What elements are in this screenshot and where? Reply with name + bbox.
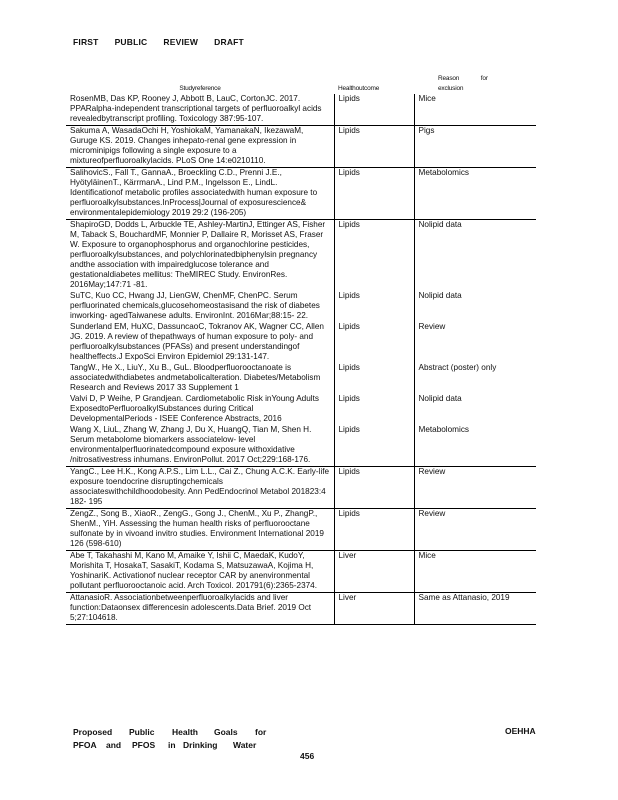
cell-outcome: Lipids	[334, 509, 414, 551]
cell-reference: Abe T, Takahashi M, Kano M, Amaike Y, Ishii C, MaedaK, KudoY, Morishita T, HosakaT, SasakiT, Kodama S, MatsuzawaA, Kojima H, YoshinariK. Activationof nuclear receptor CAR by anenvironmental pollutant perfluorooctanoic acid. Arch Toxicol. 201791(6):2365-2374.	[66, 551, 334, 593]
footer-word: Health	[172, 727, 198, 737]
header-word: REVIEW	[163, 37, 199, 47]
cell-reference: ZengZ., Song B., XiaoR., ZengG., Gong J., ChenM., Xu P., ZhangP., ShenM., YiH. Assessing the human health risks of perfluorooctane sulfonate by in vivoand invitro studies. Environment International 2019 126 (598-610)	[66, 509, 334, 551]
cell-reference: AttanasioR. Associationbetweenperfluoroalkylacids and liver function:Dataonsex differencesin adolescents.Data Brief. 2019 Oct 5;27:104618.	[66, 593, 334, 625]
footer-word: Water	[233, 740, 257, 750]
table-row	[66, 168, 536, 220]
cell-reason: Review	[414, 509, 536, 551]
cell-reason: Nolipid data	[418, 220, 462, 229]
footer-word: for	[255, 727, 267, 737]
cell-reference: YangC., Lee H.K., Kong A.P.S., Lim L.L., Cai Z., Chung A.C.K. Early-life exposure toendocrine disruptingchemicals associateswithchildhoodobesity. Ann PedEndocrinol Metabol 201823:4 182- 195	[66, 467, 334, 509]
footer-word: Goals	[214, 727, 238, 737]
footer-word: Proposed	[73, 727, 113, 737]
cell-reason: Abstract (poster) only	[418, 363, 497, 372]
footer-title	[73, 726, 266, 752]
cell-outcome: Lipids	[334, 425, 414, 467]
cell-reason: Mice	[414, 551, 536, 593]
table-row	[66, 394, 536, 425]
cell-reason: Metabolomics	[414, 425, 536, 467]
footer-word: in	[168, 740, 176, 750]
draft-header	[73, 37, 244, 47]
cell-reason: Mice	[414, 94, 536, 126]
cell-outcome: Lipids	[334, 363, 414, 394]
cell-reason: Metabolomics	[414, 168, 536, 220]
cell-outcome: Lipids	[334, 126, 414, 168]
table-row	[66, 425, 536, 467]
table-row	[66, 220, 536, 292]
table-row	[66, 322, 536, 363]
cell-reference: RosenMB, Das KP, Rooney J, Abbott B, LauC, CortonJC. 2017. PPARalpha-independent transcriptional targets of perfluoroalkyl acids revealedbytranscript profiling. Toxicology 387:95-107.	[66, 94, 334, 126]
cell-outcome: Lipids	[334, 467, 414, 509]
cell-reference: Valvi D, P Weihe, P Grandjean. Cardiometabolic Risk inYoung Adults ExposedtoPerfluoroalkylSubstances during Critical DevelopmentalPeriods - ISEE Conference Abstracts, 2016	[66, 394, 334, 425]
page-number: 456	[300, 751, 315, 761]
table-row	[66, 126, 536, 168]
table-row	[66, 291, 536, 322]
cell-reference: SuTC, Kuo CC, Hwang JJ, LienGW, ChenMF, ChenPC. Serum perfluorinated chemicals,glucosehomeostasisand the risk of diabetes inworking- agedTaiwanese adults. EnvironInt. 2016Mar;88:15- 22.	[66, 291, 334, 322]
cell-outcome: Lipids	[334, 168, 414, 220]
table-row	[66, 551, 536, 593]
table-row	[66, 593, 536, 625]
col-header-reference: Studyreference	[179, 85, 221, 92]
table-header-row	[66, 74, 536, 94]
cell-outcome: Lipids	[334, 322, 414, 363]
cell-reference: SalihovicS., Fall T., GannaA., Broeckling C.D., Prenni J.E., HyötyläinenT., KärrmanA., Lind P.M., Ingelsson E., LindL. Identificationof metabolic profiles associatedwith human exposure to perfluoroalkylsubstances.InProcess|Journal of exposurescience& environmentalepidemiology 2019 29:2 (196-205)	[66, 168, 334, 220]
footer-word: and	[106, 740, 122, 750]
cell-outcome: Lipids	[334, 94, 414, 126]
cell-outcome: Lipids	[334, 291, 414, 322]
col-header-outcome: Healthoutcome	[338, 85, 380, 92]
footer-word: Drinking	[183, 740, 218, 750]
cell-reference: Sunderland EM, HuXC, DassuncaoC, Tokranov AK, Wagner CC, Allen JG. 2019. A review of thepathways of human exposure to poly- and perfluoroalkylsubstances (PFASs) and present understandingof healtheffects.J ExpoSci Environ Epidemiol 29:131-147.	[66, 322, 334, 363]
header-word: DRAFT	[214, 37, 244, 47]
cell-reference: Sakuma A, WasadaOchi H, YoshiokaM, YamanakaN, IkezawaM, Guruge KS. 2019. Changes inhepato-renal gene expression in microminipigs following a single exposure to a mixtureofperfluoroalkylacids. PLoS One 14:e0210110.	[66, 126, 334, 168]
cell-outcome: Lipids	[334, 220, 414, 292]
table-row	[66, 363, 536, 394]
header-word: FIRST	[73, 37, 99, 47]
table-row	[66, 467, 536, 509]
footer-word: Public	[129, 727, 155, 737]
cell-reference: TangW., He X., LiuY., Xu B., GuL. Bloodperfluorooctanoate is associatedwithdiabetes andmetabolicalteration. Diabetes/Metabolism Research and Reviews 2017 33 Supplement 1	[66, 363, 334, 394]
table-row	[66, 509, 536, 551]
exclusion-table	[66, 74, 536, 625]
cell-outcome: Liver	[334, 551, 414, 593]
header-word: PUBLIC	[114, 37, 148, 47]
cell-reason: Pigs	[414, 126, 536, 168]
table-row	[66, 94, 536, 126]
cell-reason: Nolipid data	[418, 394, 462, 403]
footer-agency: OEHHA	[505, 726, 536, 736]
cell-reason: Nolipid data	[418, 291, 462, 300]
footer-word: PFOA	[73, 740, 97, 750]
cell-reason: Review	[418, 322, 446, 331]
cell-reason: Same as Attanasio, 2019	[414, 593, 536, 625]
cell-outcome: Lipids	[334, 394, 414, 425]
cell-reason: Review	[414, 467, 536, 509]
cell-reference: ShapiroGD, Dodds L, Arbuckle TE, Ashley-MartinJ, Ettinger AS, Fisher M, Taback S, BouchardMF, Monnier P, Dallaire R, Morisset AS, Fraser W. Exposure to organophosphorus and organochlorine pesticides, perfluoroalkylsubstances, and polychlorinatedbiphenylsin pregnancy andthe association with impairedglucose tolerance and gestationaldiabetes mellitus: TheMIREC Study. EnvironRes. 2016May;147:71 -81.	[66, 220, 334, 292]
col-header-reason: Reason for exclusion	[438, 75, 488, 92]
cell-outcome: Liver	[334, 593, 414, 625]
footer-word: PFOS	[132, 740, 156, 750]
cell-reference: Wang X, LiuL, Zhang W, Zhang J, Du X, HuangQ, Tian M, Shen H. Serum metabolome biomarkers associatelow- level environmentalperfluorinatedcompound exposure withoxidative /nitrosativestress inhumans. EnvironPollut. 2017 Oct;229:168-176.	[66, 425, 334, 467]
